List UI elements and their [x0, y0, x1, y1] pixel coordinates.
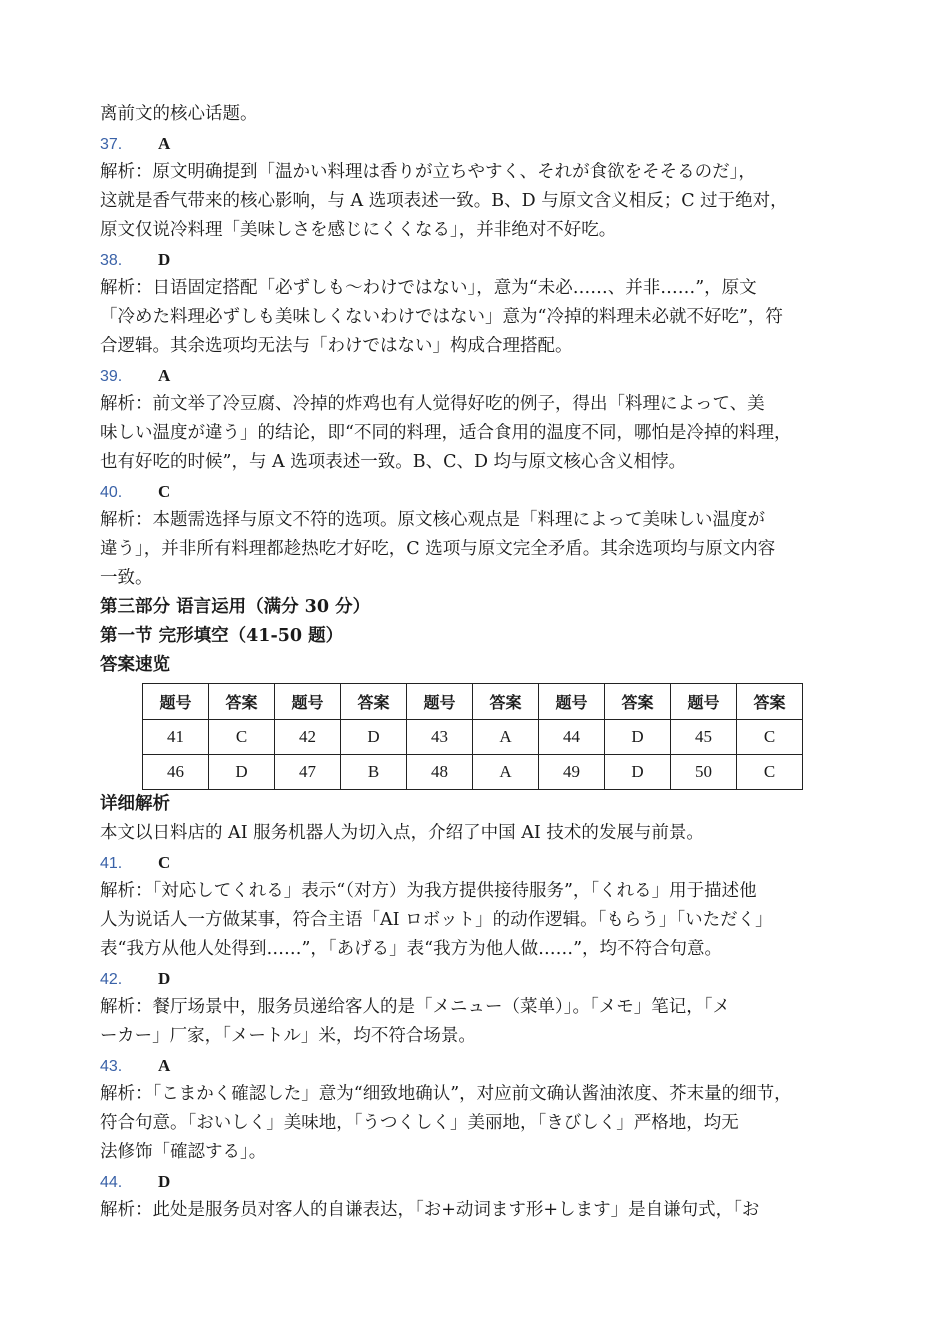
explanation-text-line: 解析：日语固定搭配「必ずしも～わけではない」，意为“未必……、并非……”，原文	[100, 278, 757, 298]
explanation-text-line: 本文以日料店的 AI 服务机器人为切入点，介绍了中国 AI 技术的发展与前景。	[100, 823, 704, 843]
answer-table	[142, 683, 803, 790]
table-cell: C	[737, 720, 803, 755]
table-cell: D	[341, 720, 407, 755]
answer-letter: C	[158, 482, 171, 501]
explanation-text-line: 解析：此处是服务员对客人的自谦表达，「お+动词ます形+します」是自谦句式，「お	[100, 1200, 760, 1220]
table-header-cell: 答案	[209, 684, 275, 720]
explanation-text-line: 「冷めた料理必ずしも美味しくないわけではない」意为“冷掉的料理未必就不好吃”，符	[100, 307, 783, 327]
table-cell: D	[209, 755, 275, 790]
explanation-text-line: 离前文的核心话题。	[100, 104, 258, 124]
explanation-text-line: 解析：「対応してくれる」表示“（对方）为我方提供接待服务”，「くれる」用于描述他	[100, 881, 757, 901]
answer-letter: D	[158, 250, 171, 269]
question-number: 38.	[100, 252, 123, 269]
table-header-cell: 答案	[737, 684, 803, 720]
table-cell: D	[605, 720, 671, 755]
question-answer-line	[100, 1167, 860, 1196]
explanation-text-line: 解析：「こまかく確認した」意为“细致地确认”，对应前文确认酱油浓度、芥末量的细节，	[100, 1084, 792, 1104]
table-cell: 47	[275, 755, 341, 790]
explanation-text-line: 一致。	[100, 568, 153, 588]
table-header-cell: 题号	[275, 684, 341, 720]
question-answer-line	[100, 1051, 860, 1080]
question-number: 42.	[100, 971, 123, 988]
answer-letter: A	[158, 366, 171, 385]
section-heading: 第一节 完形填空（41-50 题）	[100, 626, 344, 646]
question-number: 41.	[100, 855, 123, 872]
table-row	[143, 755, 803, 790]
quick-answers-heading: 答案速览	[100, 655, 170, 675]
table-cell: 41	[143, 720, 209, 755]
table-cell: 49	[539, 755, 605, 790]
answer-letter: D	[158, 1172, 171, 1191]
question-answer-line	[100, 848, 860, 877]
table-header-cell: 题号	[671, 684, 737, 720]
table-cell: B	[341, 755, 407, 790]
table-header-cell: 题号	[407, 684, 473, 720]
table-header-cell: 答案	[341, 684, 407, 720]
answer-table-body	[143, 720, 803, 790]
table-header-cell: 题号	[143, 684, 209, 720]
answer-explanations-36-40	[100, 100, 860, 593]
table-cell: 50	[671, 755, 737, 790]
explanation-text-line: 表“我方从他人处得到……”，「あげる」表“我方为他人做……”，均不符合句意。	[100, 939, 723, 959]
document-page	[100, 100, 860, 1225]
question-number: 39.	[100, 368, 123, 385]
explanation-text-line: 这就是香气带来的核心影响，与 A 选项表述一致。B、D 与原文含义相反；C 过于绝对，	[100, 191, 788, 211]
explanation-text-line: ーカー」厂家，「メートル」米，均不符合场景。	[100, 1026, 476, 1046]
explanation-text-line: 也有好吃的时候”，与 A 选项表述一致。B、C、D 均与原文核心含义相悖。	[100, 452, 687, 472]
answer-letter: A	[158, 1056, 171, 1075]
table-cell: 46	[143, 755, 209, 790]
table-cell: A	[473, 720, 539, 755]
answer-letter: A	[158, 134, 171, 153]
part-heading: 第三部分 语言运用（满分 30 分）	[100, 597, 371, 617]
answer-letter: D	[158, 969, 171, 988]
table-cell: A	[473, 755, 539, 790]
answer-explanations-41-44	[100, 819, 860, 1225]
question-answer-line	[100, 477, 860, 506]
explanation-text-line: 味しい温度が違う」的结论，即“不同的料理，适合食用的温度不同，哪怕是冷掉的料理，	[100, 423, 792, 443]
detail-heading: 详细解析	[100, 794, 170, 814]
explanation-text-line: 解析：餐厅场景中，服务员递给客人的是「メニュー（菜单）」。「メモ」笔记，「メ	[100, 997, 730, 1017]
question-number: 37.	[100, 136, 123, 153]
answer-table-header	[143, 684, 803, 720]
explanation-text-line: 人为说话人一方做某事，符合主语「AI ロボット」的动作逻辑。「もらう」「いただく」	[100, 910, 773, 930]
explanation-text-line: 原文仅说冷料理「美味しさを感じにくくなる」，并非绝对不好吃。	[100, 220, 617, 240]
explanation-text-line: 法修饰「確認する」。	[100, 1142, 267, 1162]
table-cell: 48	[407, 755, 473, 790]
table-header-cell: 题号	[539, 684, 605, 720]
table-cell: D	[605, 755, 671, 790]
question-answer-line	[100, 129, 860, 158]
explanation-text-line: 解析：本题需选择与原文不符的选项。原文核心观点是「料理によって美味しい温度が	[100, 510, 765, 530]
explanation-text-line: 解析：前文举了冷豆腐、冷掉的炸鸡也有人觉得好吃的例子，得出「料理によって、美	[100, 394, 765, 414]
explanation-text-line: 違う」，并非所有料理都趁热吃才好吃，C 选项与原文完全矛盾。其余选项均与原文内容	[100, 539, 776, 559]
question-answer-line	[100, 361, 860, 390]
question-answer-line	[100, 245, 860, 274]
explanation-text-line: 符合句意。「おいしく」美味地，「うつくしく」美丽地，「きびしく」严格地，均无	[100, 1113, 739, 1133]
table-header-cell: 答案	[605, 684, 671, 720]
question-answer-line	[100, 964, 860, 993]
table-header-cell: 答案	[473, 684, 539, 720]
table-cell: C	[737, 755, 803, 790]
question-number: 44.	[100, 1174, 123, 1191]
question-number: 40.	[100, 484, 123, 501]
table-cell: 44	[539, 720, 605, 755]
answer-letter: C	[158, 853, 171, 872]
table-row	[143, 720, 803, 755]
question-number: 43.	[100, 1058, 123, 1075]
table-cell: 42	[275, 720, 341, 755]
table-cell: 43	[407, 720, 473, 755]
table-cell: C	[209, 720, 275, 755]
explanation-text-line: 解析：原文明确提到「温かい料理は香りが立ちやすく、それが食欲をそそるのだ」，	[100, 162, 756, 182]
table-cell: 45	[671, 720, 737, 755]
explanation-text-line: 合逻辑。其余选项均无法与「わけではない」构成合理搭配。	[100, 336, 573, 356]
